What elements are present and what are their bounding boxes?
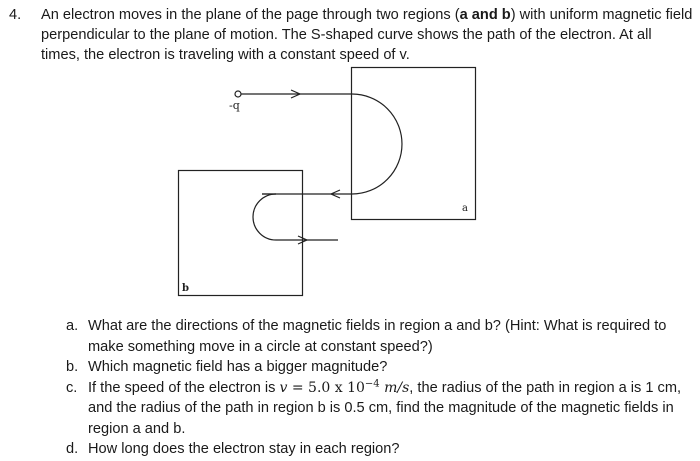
subquestion-letter: b. bbox=[66, 359, 79, 375]
subquestion-letter: d. bbox=[66, 441, 79, 457]
subquestion-d bbox=[66, 439, 686, 460]
subquestion-c bbox=[66, 378, 686, 440]
region-b-box bbox=[179, 171, 303, 296]
path-arc-region-b bbox=[253, 194, 276, 240]
subquestion-letter: a. bbox=[66, 318, 79, 334]
region-a-label: a bbox=[462, 203, 468, 214]
subquestion-letter: c. bbox=[66, 379, 78, 396]
charge-circle bbox=[235, 91, 241, 97]
subquestion-b bbox=[66, 357, 686, 378]
subquestion-text: How long does the electron stay in each region? bbox=[88, 441, 400, 457]
path-arc-region-a bbox=[352, 94, 402, 194]
question-bold-regions: a and b bbox=[459, 7, 511, 23]
subquestion-list bbox=[66, 316, 686, 460]
charge-label: -q bbox=[229, 99, 240, 112]
subquestion-text: If the speed of the electron is v = 5.0 x $10^{-4}$ m/s, the radius of the path in region a is 1 cm, and the radius of the path in region b is 0.5 cm, find the magnitude of the magnetic fields in region a and b. bbox=[88, 377, 682, 437]
subquestion-text: What are the directions of the magnetic fields in region a and b? (Hint: What is required to make something move in a circle at constant speed?) bbox=[88, 318, 667, 355]
subquestion-text: Which magnetic field has a bigger magnitude? bbox=[88, 359, 388, 375]
region-b-label: b bbox=[182, 283, 189, 294]
region-a-box bbox=[352, 68, 476, 220]
question-number: 4. bbox=[9, 7, 22, 23]
question-text: An electron moves in the plane of the page through two regions (a and b) with uniform magnetic field perpendicular to the plane of motion. The S-shaped curve shows the path of the electron. At all times, the electron is traveling with a constant speed of v. bbox=[41, 7, 693, 63]
speed-equation: v = 5.0 x $10^{-4}$ m/s bbox=[279, 377, 410, 396]
subquestion-a bbox=[66, 316, 686, 357]
